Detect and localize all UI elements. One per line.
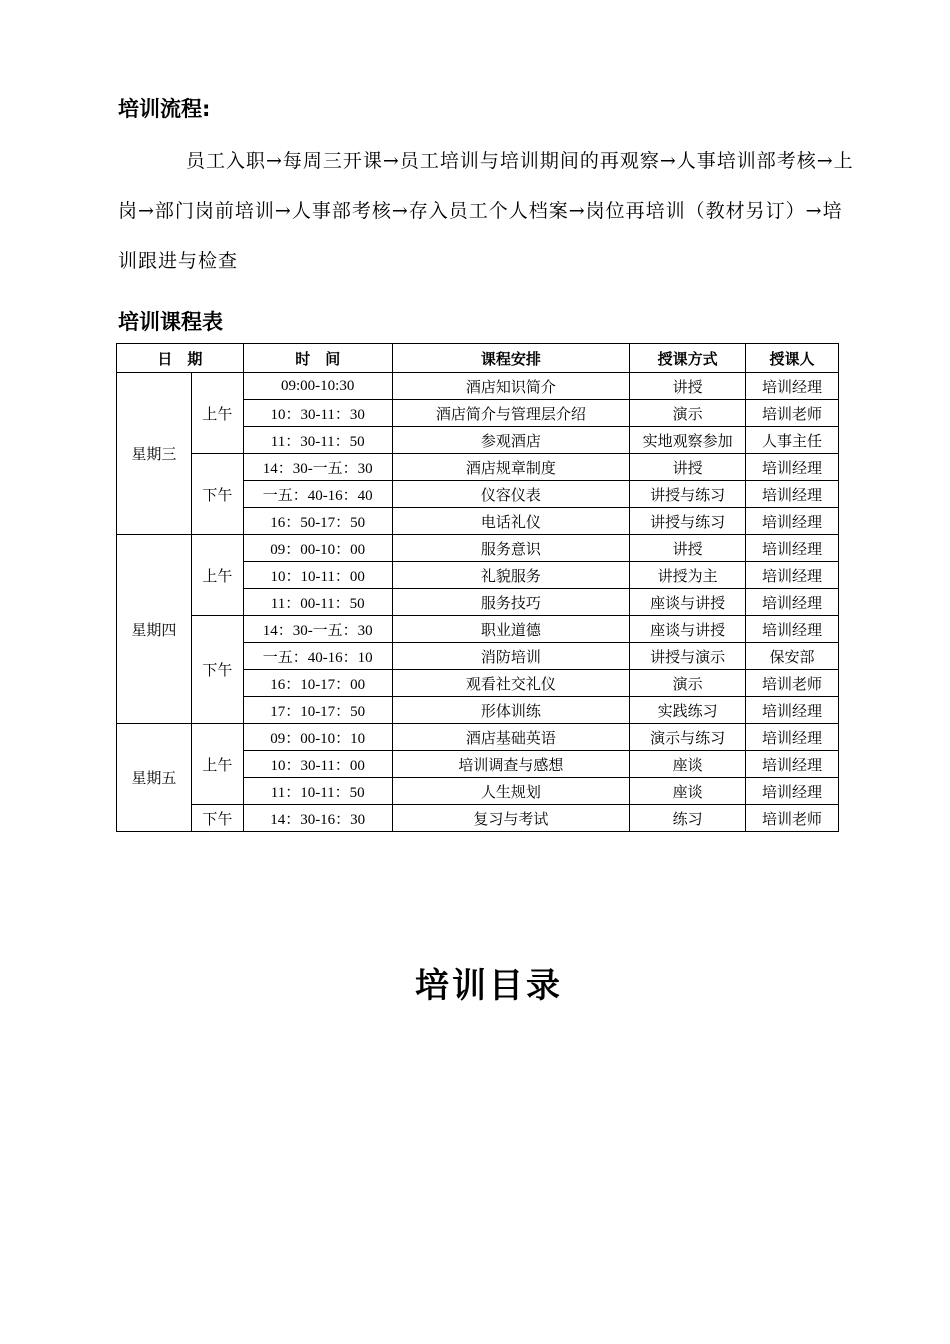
course-cell: 电话礼仪	[392, 508, 630, 535]
time-cell: 11：10-11：50	[243, 778, 392, 805]
period-cell: 上午	[191, 724, 243, 805]
teacher-cell: 培训经理	[746, 751, 839, 778]
method-cell: 演示与练习	[630, 724, 746, 751]
time-cell: 14：30-一五：30	[243, 454, 392, 481]
header-course: 课程安排	[392, 344, 630, 373]
schedule-body	[117, 373, 839, 832]
time-cell: 11：30-11：50	[243, 427, 392, 454]
method-cell: 练习	[630, 805, 746, 832]
teacher-cell: 培训老师	[746, 400, 839, 427]
method-cell: 实践练习	[630, 697, 746, 724]
time-cell: 14：30-一五：30	[243, 616, 392, 643]
teacher-cell: 培训经理	[746, 454, 839, 481]
teacher-cell: 保安部	[746, 643, 839, 670]
course-cell: 人生规划	[392, 778, 630, 805]
method-cell: 讲授与练习	[630, 481, 746, 508]
method-cell: 讲授	[630, 373, 746, 400]
method-cell: 演示	[630, 400, 746, 427]
time-cell: 09：00-10：00	[243, 535, 392, 562]
time-cell: 10：30-11：00	[243, 751, 392, 778]
time-cell: 11：00-11：50	[243, 589, 392, 616]
teacher-cell: 培训经理	[746, 697, 839, 724]
header-time: 时 间	[243, 344, 392, 373]
day-cell: 星期三	[117, 373, 192, 535]
table-row	[117, 454, 839, 481]
catalog-title: 培训目录	[415, 966, 563, 1006]
table-row	[117, 616, 839, 643]
method-cell: 讲授	[630, 454, 746, 481]
course-cell: 礼貌服务	[392, 562, 630, 589]
method-cell: 座谈	[630, 778, 746, 805]
teacher-cell: 培训经理	[746, 481, 839, 508]
time-cell: 一五：40-16：10	[243, 643, 392, 670]
method-cell: 座谈	[630, 751, 746, 778]
day-cell: 星期五	[117, 724, 192, 832]
method-cell: 讲授与演示	[630, 643, 746, 670]
time-cell: 16：50-17：50	[243, 508, 392, 535]
method-cell: 讲授	[630, 535, 746, 562]
course-cell: 酒店知识简介	[392, 373, 630, 400]
time-cell: 09:00-10:30	[243, 373, 392, 400]
time-cell: 14：30-16：30	[243, 805, 392, 832]
table-row	[117, 805, 839, 832]
teacher-cell: 培训经理	[746, 778, 839, 805]
header-date: 日 期	[117, 344, 244, 373]
method-cell: 实地观察参加	[630, 427, 746, 454]
period-cell: 上午	[191, 535, 243, 616]
course-cell: 培训调查与感想	[392, 751, 630, 778]
time-cell: 10：30-11：30	[243, 400, 392, 427]
course-cell: 酒店简介与管理层介绍	[392, 400, 630, 427]
teacher-cell: 人事主任	[746, 427, 839, 454]
course-cell: 职业道德	[392, 616, 630, 643]
course-cell: 服务技巧	[392, 589, 630, 616]
teacher-cell: 培训经理	[746, 562, 839, 589]
teacher-cell: 培训老师	[746, 670, 839, 697]
table-row	[117, 724, 839, 751]
day-cell: 星期四	[117, 535, 192, 724]
period-cell: 上午	[191, 373, 243, 454]
time-cell: 09：00-10：10	[243, 724, 392, 751]
period-cell: 下午	[191, 454, 243, 535]
teacher-cell: 培训经理	[746, 373, 839, 400]
time-cell: 16：10-17：00	[243, 670, 392, 697]
period-cell: 下午	[191, 805, 243, 832]
method-cell: 座谈与讲授	[630, 616, 746, 643]
table-heading: 培训课程表	[118, 310, 223, 334]
course-cell: 仪容仪表	[392, 481, 630, 508]
schedule-table	[116, 343, 839, 832]
course-cell: 复习与考试	[392, 805, 630, 832]
teacher-cell: 培训老师	[746, 805, 839, 832]
header-teacher: 授课人	[746, 344, 839, 373]
course-cell: 参观酒店	[392, 427, 630, 454]
table-row	[117, 373, 839, 400]
flow-paragraph: 员工入职→每周三开课→员工培训与培训期间的再观察→人事培训部考核→上岗→部门岗前培训→人事部考核→存入员工个人档案→岗位再培训（教材另订）→培训跟进与检查	[118, 150, 854, 272]
time-cell: 一五：40-16：40	[243, 481, 392, 508]
method-cell: 座谈与讲授	[630, 589, 746, 616]
method-cell: 讲授与练习	[630, 508, 746, 535]
time-cell: 17：10-17：50	[243, 697, 392, 724]
table-header-row	[117, 344, 839, 373]
header-method: 授课方式	[630, 344, 746, 373]
course-cell: 服务意识	[392, 535, 630, 562]
table-row	[117, 535, 839, 562]
course-cell: 消防培训	[392, 643, 630, 670]
teacher-cell: 培训经理	[746, 508, 839, 535]
course-cell: 观看社交礼仪	[392, 670, 630, 697]
teacher-cell: 培训经理	[746, 616, 839, 643]
flow-heading: 培训流程:	[118, 97, 211, 121]
course-cell: 形体训练	[392, 697, 630, 724]
teacher-cell: 培训经理	[746, 724, 839, 751]
period-cell: 下午	[191, 616, 243, 724]
method-cell: 演示	[630, 670, 746, 697]
course-cell: 酒店基础英语	[392, 724, 630, 751]
teacher-cell: 培训经理	[746, 589, 839, 616]
method-cell: 讲授为主	[630, 562, 746, 589]
course-cell: 酒店规章制度	[392, 454, 630, 481]
time-cell: 10：10-11：00	[243, 562, 392, 589]
teacher-cell: 培训经理	[746, 535, 839, 562]
